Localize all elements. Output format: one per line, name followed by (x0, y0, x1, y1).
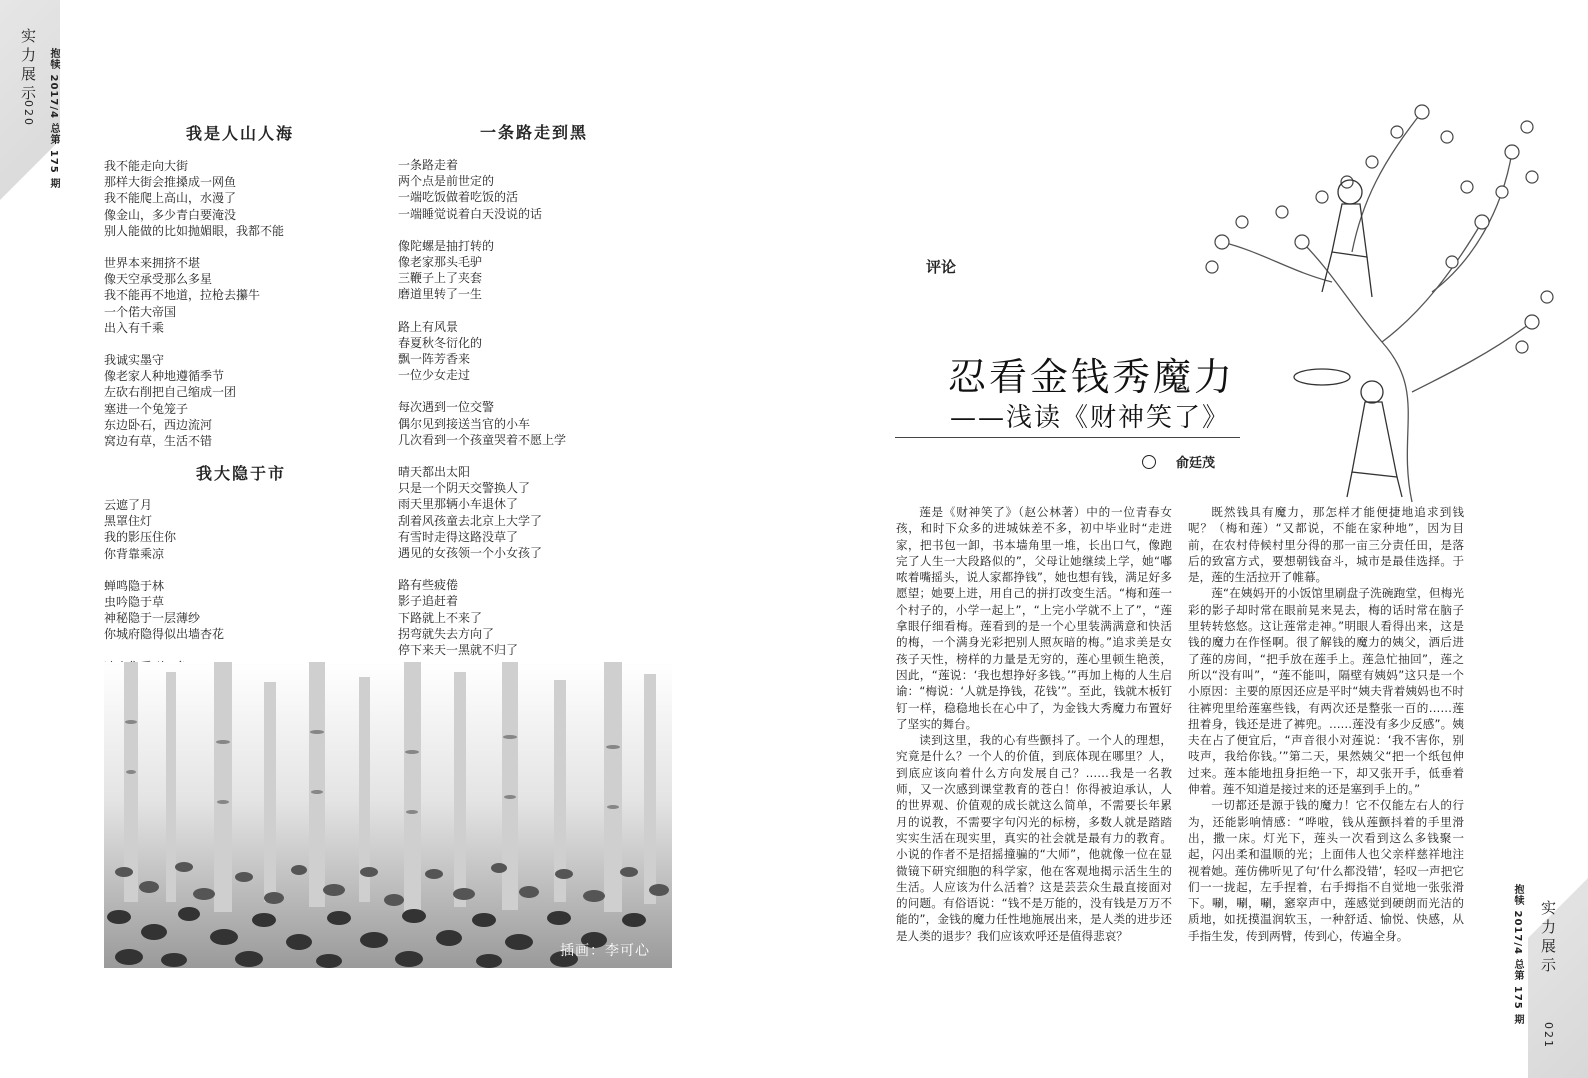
poem-line: 像陀螺是抽打转的 (398, 238, 495, 253)
illustration-caption: 插画：李可心 (560, 943, 650, 959)
poem-line: 一条路走着 (398, 158, 459, 172)
article-category: 评论 (926, 258, 957, 276)
poem-line: 虫吟隐于草 (104, 595, 165, 610)
poem-line: 晴天都出太阳 (398, 465, 471, 480)
poem-stanza (104, 578, 236, 643)
poem-body (104, 158, 284, 465)
poem-line: 别人能做的比如抛媚眼，我都不能 (104, 223, 285, 238)
poem-line: 三鞭子上了夹套 (398, 271, 483, 286)
poem-line: 遇见的女孩领一个小女孩了 (398, 546, 543, 561)
poem-line: 那样大街会推搡成一网鱼 (104, 175, 237, 190)
poem-line: 我不能爬上高山，水漫了 (104, 191, 237, 206)
left-issue-info: 抱犊 2017/4 总第 175 期 (48, 48, 59, 190)
poem-line: 我不能再不地道，拉枪去攥牛 (104, 288, 261, 303)
article-subtitle: ——浅读《财神笑了》 (950, 403, 1231, 433)
right-page-number: 021 (1542, 1022, 1555, 1049)
poem-line: 一端吃饭做着吃饭的活 (398, 190, 519, 205)
poem-stanza (104, 255, 284, 336)
poem-line: 像老家那头毛驴 (398, 255, 483, 270)
article-title: 忍看金钱秀魔力 (948, 355, 1236, 399)
poem-line: 蝉鸣隐于林 (104, 578, 165, 593)
poem-line: 我的影压住你 (104, 530, 177, 545)
poem-line: 路有些疲倦 (398, 578, 459, 593)
poem-line: 下路就上不来了 (398, 610, 483, 625)
poem-line: 飘一阵芳香来 (398, 352, 471, 367)
poem-line: 黑罩住灯 (104, 514, 153, 529)
article-paragraph: 读到这里，我的心有些颤抖了。一个人的理想，究竟是什么？一个人的价值，到底体现在哪里？人，到底应该向着什么方向发展自己？……我是一名教师，又一次感到课堂教育的苍白！你得被迫承认，人的世界观、价值观的成长就这么简单，不需要长年累月的说教，不需要字句闪光的标榜，多数人就是踏踏实实生活在现实里，真实的社会就是最有力的教育。小说的作者不是招摇撞骗的“大师”，他就像一位在显微镜下研究细胞的科学家，他在客观地揭示活生生的生活。人应该为什么活着？这是芸芸众生最直接面对的问题。有俗语说：“钱不是万能的，没有钱是万万不能的”，金钱的魔力任性地施展出来，是人类的进步还是人类的退步？我们应该欢呼还是值得悲哀？ (896, 733, 1172, 943)
left-page-number: 020 (22, 100, 35, 127)
poem-line: 东边卧石，西边流河 (104, 417, 213, 432)
byline-circle-icon (1142, 455, 1156, 469)
poem-stanza (104, 352, 284, 449)
article-paragraph: 既然钱具有魔力，那怎样才能便捷地追求到钱呢？（梅和莲）“又都说，不能在家种地”，因为目前，在农村侍候村里分得的那一亩三分责任田，是落后的致富方式，要想朝钱奋斗，城市是最佳选择。于是，莲的生活拉开了帷幕。 (1188, 505, 1464, 585)
poem-line: 云遮了月 (104, 498, 153, 512)
poem-stanza (104, 497, 236, 562)
poem-line: 你背靠乘凉 (104, 546, 165, 561)
poem-line: 影子追赶着 (398, 594, 459, 609)
poem-line: 只是一个阴天交警换人了 (398, 481, 531, 496)
poem-line: 像老家人种地遵循季节 (104, 369, 225, 384)
poem-line: 出入有千乘 (104, 320, 165, 335)
article-byline (1142, 452, 1215, 471)
poem-line: 塞进一个兔笼子 (104, 401, 189, 416)
poem-stanza (398, 319, 566, 384)
poem-line: 我不能走向大街 (104, 159, 189, 173)
poem-line: 窝边有草，生活不错 (104, 434, 213, 449)
poem-stanza (398, 157, 566, 222)
poem-line: 一位少女走过 (398, 368, 471, 383)
poem-title: 我大隐于市 (196, 464, 287, 483)
poem-line: 几次看到一个孩童哭着不愿上学 (398, 432, 567, 447)
poem-line: 春夏秋冬衍化的 (398, 335, 483, 350)
title-divider (895, 437, 1240, 438)
poem-stanza (398, 577, 566, 658)
poem-line: 拐弯就失去方向了 (398, 626, 495, 641)
poem-line: 磨道里转了一生 (398, 287, 483, 302)
poem-title: 我是人山人海 (186, 124, 295, 143)
poem-body (398, 157, 566, 674)
birch-forest-illustration (104, 662, 672, 968)
poem-stanza (104, 158, 284, 239)
right-issue-info: 抱犊 2017/4 总第 175 期 (1512, 884, 1523, 1026)
poem-line: 像金山，多少青白要淹没 (104, 207, 237, 222)
poem-line: 我诚实墨守 (104, 353, 165, 368)
poem-line: 神秘隐于一层薄纱 (104, 611, 201, 626)
poem-line: 有雪时走得这路没草了 (398, 529, 519, 544)
poem-line: 雨天里那辆小车退休了 (398, 497, 519, 512)
poem-stanza (398, 464, 566, 561)
article-paragraph: 莲是《财神笑了》（赵公林著）中的一位青春女孩，和时下众多的进城妹差不多，初中毕业时“走进家，把书包一卸，书本墙角里一堆，长出口气，像跑完了人生一大段路似的”，父母让她继续上学，她“嘟哝着嘴摇头，说人家都挣钱”，她也想有钱，满足好多愿望；她要上进，用自己的拼打改变生活。“梅和莲一个村子的，小学一起上”，“上完小学就不上了”，“莲拿眼仔细看梅。莲看到的是一个心里装满满意和快活的梅，一个满身光彩把别人照灰暗的梅。”追求美是女孩子天性，榜样的力量是无穷的，莲心里顿生艳羡，因此，“莲说：‘我也想挣好多钱。’”再加上梅的人生启谕：“梅说：‘人就是挣钱，花钱’”。至此，钱就木板钉钉一样，稳稳地长在心中了，为金钱大秀魔力布置好了坚实的舞台。 (896, 505, 1172, 731)
article-author: 俞廷茂 (1176, 456, 1216, 471)
money-tree-illustration (1182, 92, 1562, 502)
poem-line: 每次遇到一位交警 (398, 400, 495, 415)
poem-line: 一端睡觉说着白天没说的话 (398, 206, 543, 221)
left-section-label: 实力展示 (19, 28, 37, 104)
article-paragraph: 一切都还是源于钱的魔力！它不仅能左右人的行为，还能影响情感：“哗啦，钱从莲颤抖着的手里滑出，撒一床。灯光下，莲头一次看到这么多钱聚一起，闪出柔和温顺的光；上面伟人也父亲样慈祥地注视着她。莲仿佛听见了句‘什么都没错’，轻叹一声把它们一一拢起，左手捏着，右手拇指不自觉地一张张滑下。唰，唰，唰，窸窣声中，莲感觉到硬朗而光洁的质地，如抚摸温润软玉，一种舒适、愉悦、快感，从手指生发，传到两臂，传到心，传遍全身。 (1188, 798, 1464, 943)
article-paragraph: 莲“在姨妈开的小饭馆里刷盘子洗碗跑堂，但梅光彩的影子却时常在眼前晃来晃去，梅的话时常在脑子里转转悠悠。这让莲常走神。”明眼人看得出来，这是钱的魔力在作怪啊。很了解钱的魔力的姨父，酒后进了莲的房间，“把手放在莲手上。莲急忙抽回”，莲之所以“没有叫”，“莲不能叫，隔壁有姨妈”这只是一个小原因：主要的原因还应是平时“姨夫背着姨妈也不时往裤兜里给莲塞些钱，有两次还是整张一百的……莲扭着身，钱还是进了裤兜。……莲没有多少反感”。姨夫在占了便宜后，“声音很小对莲说：‘我不害你，别吱声，我给你钱。’”第二天，果然姨父“把一个纸包伸过来。莲本能地扭身拒绝一下，却又张开手，低垂着伸着。莲不知道是接过来的还是塞到手上的。” (1188, 586, 1464, 797)
poem-line: 一个偌大帝国 (104, 304, 177, 319)
poem-line: 像天空承受那么多星 (104, 272, 213, 287)
poem-line: 路上有风景 (398, 319, 459, 334)
article-column-right (1188, 504, 1464, 944)
poem-line: 你城府隐得似出墙杏花 (104, 627, 225, 642)
right-section-label: 实力展示 (1539, 900, 1557, 976)
poem-line: 左砍右削把自己缩成一团 (104, 385, 237, 400)
poem-line: 刮着风孩童去北京上大学了 (398, 513, 543, 528)
poem-line: 停下来天一黑就不归了 (398, 643, 519, 658)
poem-stanza (398, 399, 566, 448)
poem-line: 偶尔见到接送当官的小车 (398, 416, 531, 431)
poem-line: 两个点是前世定的 (398, 174, 495, 189)
poem-stanza (398, 238, 566, 303)
poem-title: 一条路走到黑 (480, 123, 589, 142)
article-column-left (896, 504, 1172, 944)
birch-forest-art (104, 662, 672, 968)
poem-line: 世界本来拥挤不堪 (104, 256, 201, 271)
